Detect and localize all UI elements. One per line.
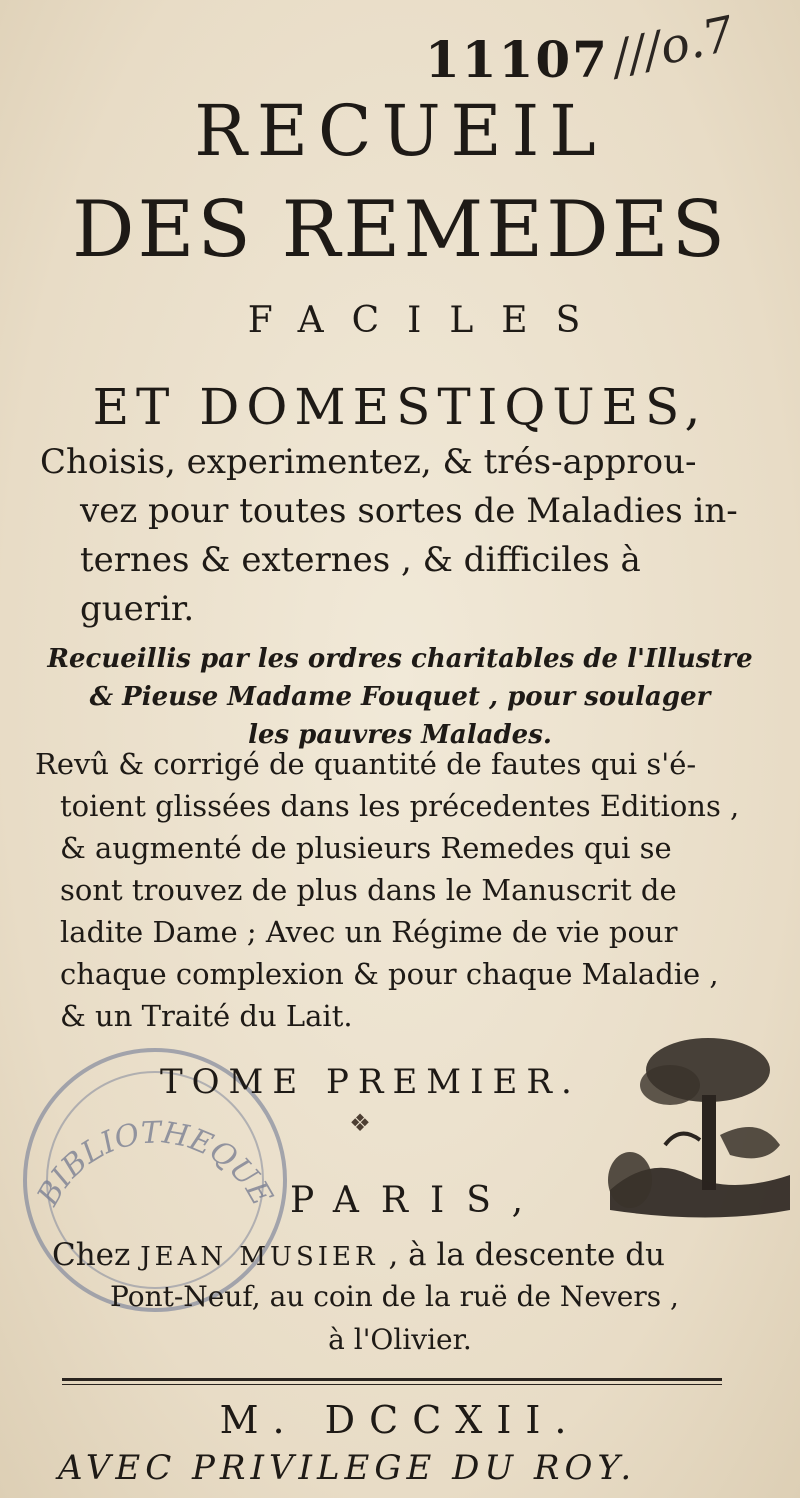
title-line-1: RECUEIL bbox=[194, 90, 606, 172]
ornament-glyph: ❖ bbox=[349, 1109, 371, 1137]
revision-line: & un Traité du Lait. bbox=[60, 999, 353, 1033]
title-line-2: DES REMEDES bbox=[71, 185, 729, 275]
divider-rule-thin bbox=[62, 1384, 722, 1385]
description-paragraph bbox=[40, 438, 738, 634]
imprint-line-2: Pont-Neuf, au coin de la ruë de Nevers , bbox=[110, 1280, 679, 1313]
place-of-publication: PARIS, bbox=[290, 1180, 546, 1221]
revision-line: Revû & corrigé de quantité de fautes qui s'é- bbox=[35, 747, 697, 781]
revision-line: chaque complexion & pour chaque Maladie , bbox=[60, 957, 719, 991]
description-line: Choisis, experimentez, & trés-approu- bbox=[40, 442, 697, 482]
compiler-note bbox=[0, 640, 800, 754]
compiler-line: & Pieuse Madame Fouquet , pour soulager bbox=[89, 682, 711, 712]
compiler-line: Recueillis par les ordres charitables de l'Illustre bbox=[47, 644, 753, 674]
imprint-line-1 bbox=[52, 1237, 665, 1273]
stamp-text: BIBLIOTHEQUE bbox=[30, 1115, 280, 1212]
printer-name: JEAN MUSIER bbox=[140, 1242, 379, 1272]
handwritten-note: ///o.7 bbox=[607, 5, 739, 87]
revision-line: & augmenté de plusieurs Remedes qui se bbox=[60, 831, 672, 865]
revision-line: toient glissées dans les précedentes Editions , bbox=[60, 789, 740, 823]
shelfmark: 11107 bbox=[425, 30, 609, 89]
description-line: vez pour toutes sortes de Maladies in- bbox=[80, 491, 738, 531]
title-line-4: ET DOMESTIQUES, bbox=[92, 378, 708, 436]
ornament-icon bbox=[330, 1109, 390, 1137]
volume-label: TOME PREMIER. bbox=[160, 1062, 581, 1102]
royal-privilege: AVEC PRIVILEGE DU ROY. bbox=[58, 1448, 637, 1488]
revision-paragraph bbox=[35, 743, 740, 1037]
title-line-3: FACILES bbox=[247, 300, 609, 341]
compiler-line: les pauvres Malades. bbox=[248, 720, 552, 750]
revision-line: ladite Dame ; Avec un Régime de vie pour bbox=[60, 915, 678, 949]
revision-line: sont trouvez de plus dans le Manuscrit de bbox=[60, 873, 677, 907]
publication-year: M. DCCXII. bbox=[219, 1398, 581, 1442]
imprint-address: , à la descente du bbox=[388, 1237, 666, 1273]
description-line: guerir. bbox=[80, 589, 195, 629]
imprint-prefix: Chez bbox=[52, 1237, 131, 1273]
divider-rule bbox=[62, 1378, 722, 1381]
description-line: ternes & externes , & difficiles à bbox=[80, 540, 641, 580]
imprint-line-3: à l'Olivier. bbox=[328, 1323, 472, 1356]
printer-vignette bbox=[590, 1025, 795, 1235]
